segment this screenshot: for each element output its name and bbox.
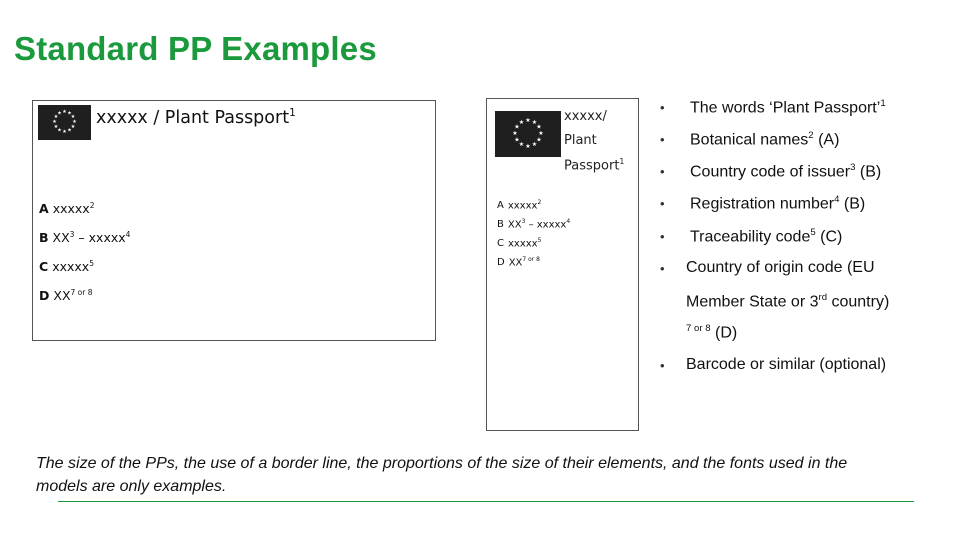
line-value: XX — [508, 257, 523, 269]
passport-header-line-3 — [564, 157, 624, 173]
plant-passport-example-landscape — [32, 100, 436, 341]
line-letter: C — [497, 238, 504, 250]
line-value2: – xxxxx — [74, 230, 126, 246]
svg-text:★: ★ — [67, 110, 72, 117]
line-sup2: 4 — [125, 230, 131, 239]
bullet-dot: • — [660, 164, 665, 179]
svg-text:★: ★ — [518, 119, 525, 126]
bullet-wrap-tail: country) — [827, 293, 890, 311]
bullet-text: Barcode or similar (optional) — [686, 356, 887, 373]
svg-text:★: ★ — [72, 119, 77, 125]
line-sup: 5 — [89, 259, 94, 268]
line-value: xxxxx — [507, 238, 538, 250]
line-letter: D — [497, 257, 505, 269]
bullet-wrap-sup: rd — [818, 292, 828, 303]
line-value2: – xxxxx — [525, 219, 567, 231]
passport-line-d — [39, 288, 93, 303]
passport-header-line-1: xxxxx/ — [564, 109, 607, 124]
line-sup: 3 — [69, 230, 75, 239]
list-item-continuation — [686, 292, 889, 311]
bullet-sup: 1 — [880, 98, 886, 109]
svg-text:★: ★ — [512, 130, 518, 137]
passport-line-d — [497, 256, 540, 268]
bullet-label: Botanical names — [690, 131, 809, 149]
line-sup: 3 — [521, 218, 526, 225]
bullet-dot: • — [660, 132, 665, 147]
eu-flag-icon — [495, 111, 561, 157]
line-value: xxxxx — [52, 201, 90, 217]
bullet-label: Registration number — [690, 195, 835, 213]
bullet-wrap-tail: (D) — [710, 324, 738, 342]
svg-text:★: ★ — [70, 124, 76, 130]
passport-header-line-2: Plant — [564, 133, 597, 148]
passport-line-c — [497, 237, 541, 249]
passport-line-a — [497, 199, 541, 211]
line-letter: B — [497, 219, 504, 231]
bullet-text — [690, 227, 842, 246]
passport-line-b — [497, 218, 570, 230]
passport-line-a — [39, 201, 94, 216]
bullet-dot: • — [660, 229, 665, 244]
footer-divider — [58, 501, 914, 502]
line-value: xxxxx — [507, 200, 538, 212]
svg-text:★: ★ — [53, 114, 59, 120]
line-sup: 7 or 8 — [522, 256, 540, 263]
bullet-tail: (B) — [839, 195, 866, 213]
svg-text:★: ★ — [525, 143, 531, 150]
bullet-label: Country code of issuer — [690, 163, 851, 181]
bullet-label: Traceability code — [690, 228, 811, 246]
plant-passport-example-portrait — [486, 98, 639, 431]
bullet-sup: 3 — [850, 162, 856, 173]
passport-header-sup: 1 — [619, 157, 625, 166]
svg-text:★: ★ — [62, 109, 67, 115]
bullet-tail: (C) — [815, 228, 843, 246]
svg-text:★: ★ — [67, 127, 72, 134]
svg-text:★: ★ — [514, 123, 520, 131]
eu-flag-icon — [38, 105, 91, 140]
bullet-wrap-text: Member State or 3 — [686, 293, 819, 311]
svg-text:★: ★ — [62, 129, 67, 135]
line-letter: D — [39, 288, 50, 304]
bullet-sup: 5 — [810, 227, 816, 238]
bullet-sup: 2 — [808, 130, 814, 141]
bullet-sup: 4 — [834, 194, 840, 205]
svg-text:★: ★ — [531, 119, 538, 126]
line-letter: C — [39, 259, 49, 275]
line-letter: A — [39, 201, 49, 217]
line-value: xxxxx — [52, 259, 90, 275]
passport-line-c — [39, 259, 94, 274]
bullet-text — [690, 194, 865, 213]
line-sup: 2 — [89, 201, 95, 210]
svg-text:★: ★ — [531, 141, 538, 148]
footnote: The size of the PPs, the use of a border line, the proportions of the size of their elements, and the fonts used in the models are only examples. — [36, 455, 848, 495]
line-value: XX — [53, 288, 71, 304]
eu-flag-stars — [38, 105, 91, 140]
line-sup2: 4 — [566, 218, 571, 225]
passport-header-text: xxxxx / Plant Passport — [96, 107, 290, 128]
bullet-text: Country of origin code (EU — [686, 259, 875, 276]
svg-text:★: ★ — [538, 130, 544, 137]
svg-text:★: ★ — [525, 117, 531, 124]
passport-line-b — [39, 230, 130, 245]
svg-text:★: ★ — [52, 119, 57, 125]
line-sup: 5 — [537, 237, 542, 244]
bullet-dot: • — [660, 196, 665, 211]
eu-flag-stars — [495, 111, 561, 157]
line-sup: 2 — [537, 199, 542, 206]
svg-text:★: ★ — [518, 141, 525, 148]
line-value: XX — [507, 219, 522, 231]
svg-text:★: ★ — [57, 127, 62, 134]
bullet-dot: • — [660, 261, 665, 276]
line-letter: A — [497, 200, 504, 212]
bullet-wrap-sup: 7 or 8 — [686, 323, 711, 334]
bullet-text — [690, 98, 886, 117]
passport-header-sup: 1 — [289, 107, 296, 119]
bullet-text — [690, 162, 881, 181]
svg-text:★: ★ — [536, 123, 542, 131]
passport-header — [96, 107, 296, 128]
bullet-tail: (B) — [855, 163, 882, 181]
page-title: Standard PP Examples — [14, 30, 377, 67]
bullet-label: The words ‘Plant Passport’ — [690, 99, 881, 117]
line-value: XX — [52, 230, 70, 246]
svg-text:★: ★ — [536, 136, 542, 144]
passport-header-text: Passport — [564, 158, 620, 174]
svg-text:★: ★ — [57, 110, 62, 117]
svg-text:★: ★ — [514, 136, 520, 144]
line-letter: B — [39, 230, 49, 246]
bullet-text — [690, 130, 839, 149]
svg-text:★: ★ — [53, 124, 59, 130]
bullet-dot: • — [660, 358, 665, 373]
bullet-tail: (A) — [813, 131, 840, 149]
list-item-continuation — [686, 323, 737, 342]
bullet-dot: • — [660, 100, 665, 115]
svg-text:★: ★ — [70, 114, 76, 120]
line-sup: 7 or 8 — [70, 288, 93, 297]
